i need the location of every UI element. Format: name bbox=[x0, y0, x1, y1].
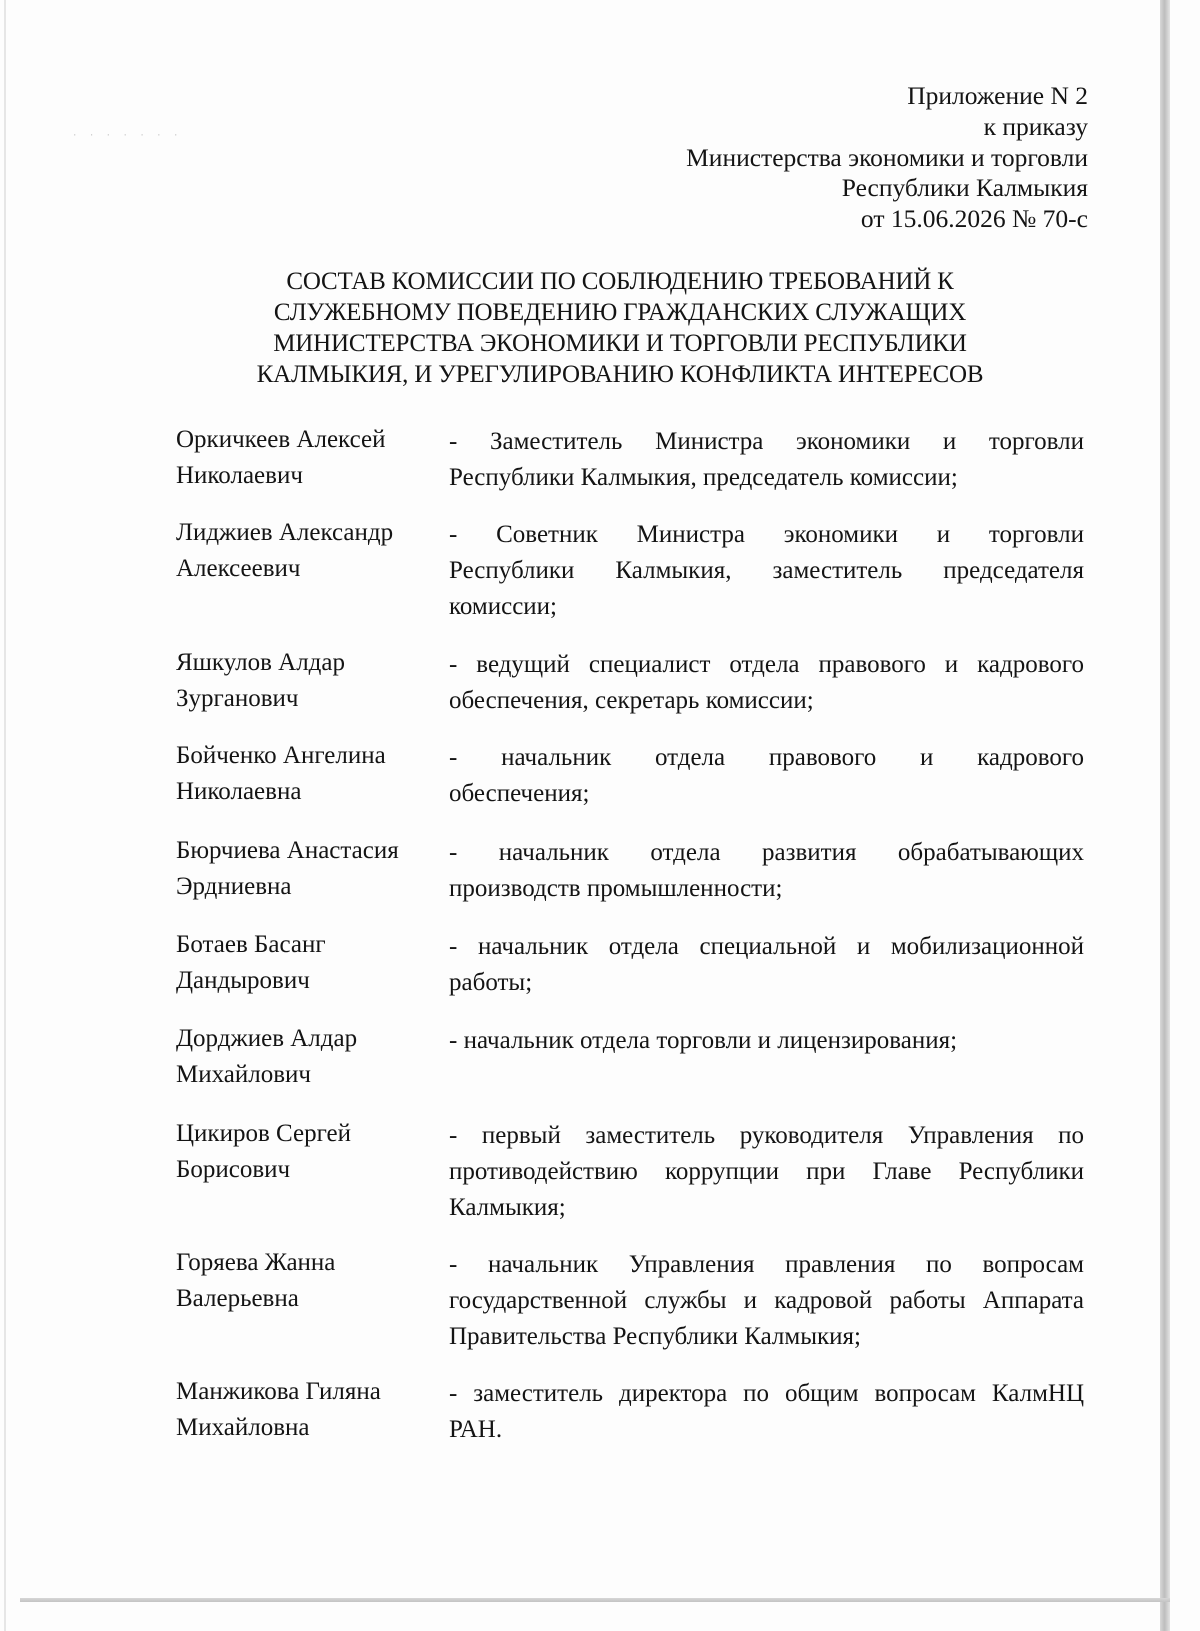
member-name-line: Михайлович bbox=[176, 1061, 311, 1088]
member-role-line: - начальник отдела специальной и мобилизационной bbox=[449, 933, 1084, 960]
member-role bbox=[449, 740, 1084, 812]
member-role-line: - начальник отдела развития обрабатывающих bbox=[449, 839, 1084, 866]
member-role-line: обеспечения; bbox=[449, 780, 590, 807]
member-name-line: Горяева Жанна bbox=[176, 1249, 336, 1276]
approval-line: к приказу bbox=[983, 111, 1088, 141]
member-role bbox=[449, 929, 1084, 1001]
member-role-line: производств промышленности; bbox=[449, 875, 783, 902]
member-name-line: Борисович bbox=[176, 1156, 291, 1183]
member-role-line: Республики Калмыкия, председатель комиссии; bbox=[449, 464, 958, 491]
member-name bbox=[176, 927, 431, 999]
member-role bbox=[449, 835, 1084, 907]
scan-right-edge bbox=[1160, 0, 1170, 1631]
member-name bbox=[176, 515, 431, 587]
member-role bbox=[449, 1376, 1084, 1448]
approval-line: Министерства экономики и торговли bbox=[686, 142, 1088, 172]
approval-line: Республики Калмыкия bbox=[841, 173, 1088, 203]
member-role-line: государственной службы и кадровой работы Аппарата bbox=[449, 1287, 1084, 1314]
member-role-line: - Заместитель Министра экономики и торговли bbox=[449, 428, 1084, 455]
member-role-line: комиссии; bbox=[449, 593, 557, 620]
member-role-line: Калмыкия; bbox=[449, 1194, 566, 1221]
member-role bbox=[449, 1118, 1084, 1226]
member-name-line: Николаевич bbox=[176, 462, 303, 489]
approval-line: Приложение N 2 bbox=[907, 81, 1088, 110]
member-role-line: - начальник отдела правового и кадрового bbox=[449, 744, 1084, 771]
member-name bbox=[176, 645, 431, 717]
member-name-line: Манжикова Гиляна bbox=[176, 1378, 381, 1405]
member-role-line: Республики Калмыкия, заместитель председателя bbox=[449, 557, 1084, 584]
scan-left-edge bbox=[4, 0, 6, 1631]
member-role-line: работы; bbox=[449, 969, 533, 996]
member-role-line: - начальник Управления правления по вопросам bbox=[449, 1251, 1084, 1278]
member-role-line: Правительства Республики Калмыкия; bbox=[449, 1323, 861, 1350]
title-line: СОСТАВ КОМИССИИ ПО СОБЛЮДЕНИЮ ТРЕБОВАНИЙ К bbox=[286, 268, 954, 295]
member-role bbox=[449, 517, 1084, 625]
member-name bbox=[176, 1245, 431, 1317]
approval-block bbox=[686, 81, 1088, 235]
member-name-line: Бюрчиева Анастасия bbox=[176, 837, 399, 864]
member-name bbox=[176, 1374, 431, 1446]
member-name-line: Николаевна bbox=[176, 778, 302, 805]
title-line: КАЛМЫКИЯ, И УРЕГУЛИРОВАНИЮ КОНФЛИКТА ИНТЕРЕСОВ bbox=[256, 361, 984, 388]
member-name-line: Дандырович bbox=[176, 967, 310, 994]
scan-noise: · · · · · · · bbox=[72, 131, 182, 141]
member-role-line: - первый заместитель руководителя Управления по bbox=[449, 1122, 1084, 1149]
member-name-line: Бойченко Ангелина bbox=[176, 742, 386, 769]
member-name bbox=[176, 1021, 431, 1093]
member-role-line: - Советник Министра экономики и торговли bbox=[449, 521, 1084, 548]
member-name bbox=[176, 833, 431, 905]
member-role-line: противодействию коррупции при Главе Республики bbox=[449, 1158, 1084, 1185]
member-name-line: Зурганович bbox=[176, 685, 299, 712]
document-title bbox=[200, 266, 1040, 390]
title-line: СЛУЖЕБНОМУ ПОВЕДЕНИЮ ГРАЖДАНСКИХ СЛУЖАЩИХ bbox=[273, 299, 967, 326]
member-name bbox=[176, 738, 431, 810]
member-role-line: - заместитель директора по общим вопросам КалмНЦ bbox=[449, 1380, 1084, 1407]
member-name-line: Валерьевна bbox=[176, 1285, 299, 1312]
member-role bbox=[449, 1023, 1084, 1059]
member-name-line: Эрдниевна bbox=[176, 873, 292, 900]
member-name-line: Яшкулов Алдар bbox=[176, 649, 345, 676]
member-role-line: обеспечения, секретарь комиссии; bbox=[449, 687, 814, 714]
member-name-line: Цикиров Сергей bbox=[176, 1120, 351, 1147]
member-name-line: Оркичкеев Алексей bbox=[176, 426, 386, 453]
member-role-line: РАН. bbox=[449, 1416, 503, 1443]
member-role bbox=[449, 424, 1084, 496]
member-role bbox=[449, 1247, 1084, 1355]
member-name-line: Алексеевич bbox=[176, 555, 301, 582]
member-name-line: Лиджиев Александр bbox=[176, 519, 394, 546]
member-name-line: Михайловна bbox=[176, 1414, 310, 1441]
member-role bbox=[449, 647, 1084, 719]
title-line: МИНИСТЕРСТВА ЭКОНОМИКИ И ТОРГОВЛИ РЕСПУБЛИКИ bbox=[273, 330, 967, 357]
member-role-line: - начальник отдела торговли и лицензирования; bbox=[449, 1027, 958, 1054]
member-name-line: Дорджиев Алдар bbox=[176, 1025, 358, 1052]
member-role-line: - ведущий специалист отдела правового и кадрового bbox=[449, 651, 1084, 678]
member-name-line: Ботаев Басанг bbox=[176, 931, 326, 958]
scan-bottom-edge bbox=[20, 1598, 1170, 1602]
member-name bbox=[176, 1116, 431, 1188]
approval-line: от 15.06.2026 № 70-с bbox=[860, 204, 1088, 234]
member-name bbox=[176, 422, 431, 494]
